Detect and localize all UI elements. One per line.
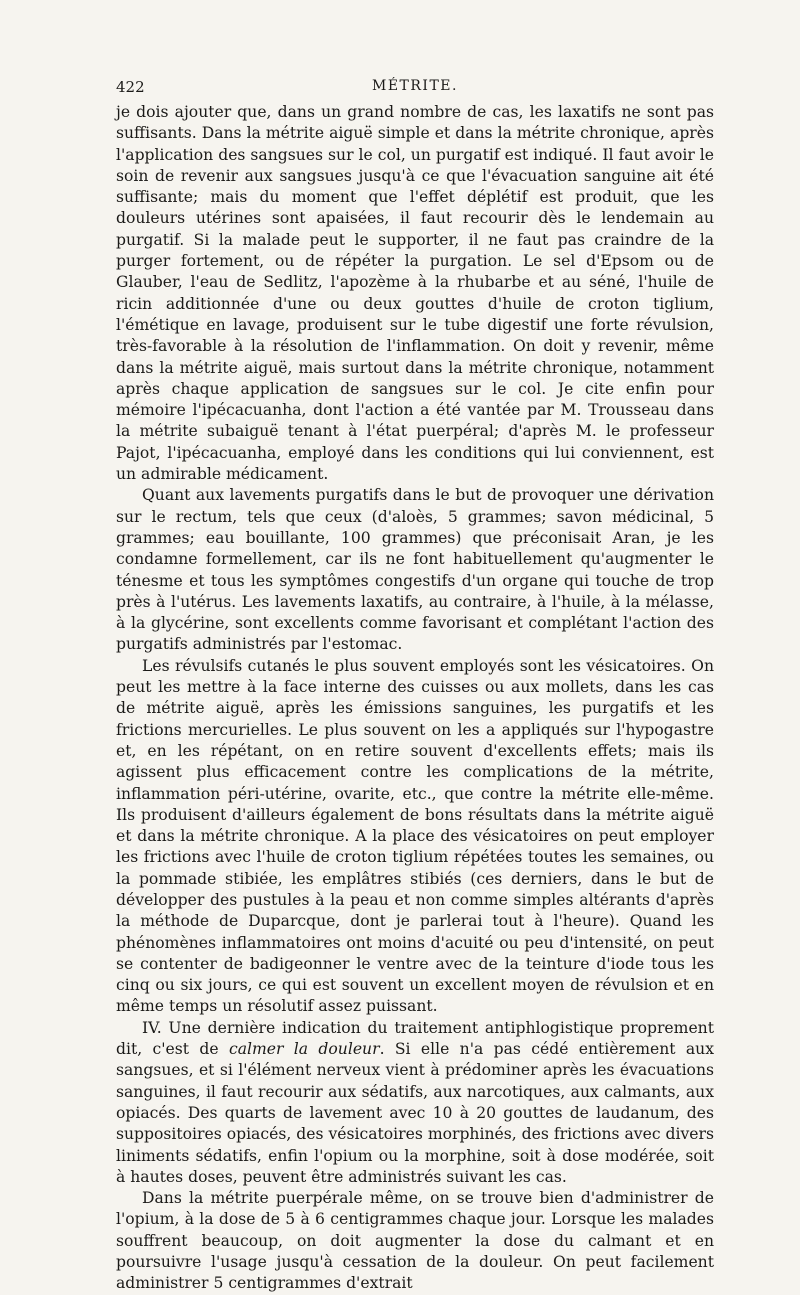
paragraph-4: [116, 1018, 714, 1188]
paragraph-3: [116, 656, 714, 1018]
paragraph-text: Les révulsifs cutanés le plus souvent employés sont les vésicatoires. On peut les mettre à la face interne des cuisses ou aux mollets, dans les cas de métrite aiguë, après les émissions sanguines, les purgatifs et les frictions mercurielles. Le plus souvent on les a appliqués sur l'hypogastre et, en les répétant, on en retire souvent d'excellents effets; mais ils agissent plus efficacement contre les complications de la métrite, inflammation péri-utérine, ovarite, etc., que contre la métrite elle-même. Ils produisent d'ailleurs également de bons résultats dans la métrite aiguë et dans la métrite chronique. A la place des vésicatoires on peut employer les frictions avec l'huile de croton tiglium répétées toutes les semaines, ou la pommade stibiée, les emplâtres stibiés (ces derniers, dans le but de développer des pustules à la peau et non comme simples altérants d'après la méthode de Duparcque, dont je parlerai tout à l'heure). Quand les phénomènes inflammatoires ont moins d'acuité ou peu d'intensité, on peut se contenter de badigeonner le ventre avec de la teinture d'iode tous les cinq ou six jours, ce qui est souvent un excellent moyen de révulsion et en même temps un résolutif assez puissant.: [116, 656, 714, 1016]
paragraph-1: [116, 102, 714, 485]
running-title: MÉTRITE.: [372, 78, 458, 94]
body-text: [116, 102, 714, 1295]
paragraph-text: je dois ajouter que, dans un grand nombre de cas, les laxatifs ne sont pas suffisants. Dans la métrite aiguë simple et dans la métrite chronique, après l'application des sangsues sur le col, un purgatif est indiqué. Il faut avoir le soin de revenir aux sangsues jusqu'à ce que l'évacuation sanguine ait été suffisante; mais du moment que l'effet déplétif est produit, que les douleurs utérines sont apaisées, il faut recourir dès le lendemain au purgatif. Si la malade peut le supporter, il ne faut pas craindre de la purger fortement, ou de répéter la purgation. Le sel d'Epsom ou de Glauber, l'eau de Sedlitz, l'apozème à la rhubarbe et au séné, l'huile de ricin additionnée d'une ou deux gouttes d'huile de croton tiglium, l'émétique en lavage, produisent sur le tube digestif une forte révulsion, très-favorable à la résolution de l'inflammation. On doit y revenir, même dans la métrite aiguë, mais surtout dans la métrite chronique, notamment après chaque application de sangsues sur le col. Je cite enfin pour mémoire l'ipécacuanha, dont l'action a été vantée par M. Trousseau dans la métrite subaiguë tenant à l'état puerpéral; d'après M. le professeur Pajot, l'ipécacuanha, employé dans les conditions qui lui conviennent, est un admirable médicament.: [116, 103, 714, 484]
italic-phrase: calmer la douleur: [228, 1040, 380, 1059]
page-number: 422: [116, 78, 145, 96]
paragraph-text: Dans la métrite puerpérale même, on se trouve bien d'administrer de l'opium, à la dose de 5 à 6 centigrammes chaque jour. Lorsque les malades souffrent beaucoup, on doit augmenter la dose du calmant et en poursuivre l'usage jusqu'à cessation de la douleur. On peut facilement administrer 5 centigrammes d'extrait: [116, 1189, 714, 1293]
paragraph-text: IV. Une dernière indication du traitement antiphlogistique proprement dit, c'est de: [116, 1018, 714, 1059]
paragraph-2: [116, 485, 714, 655]
paragraph-5: [116, 1188, 714, 1294]
paragraph-text: . Si elle n'a pas cédé entièrement aux sangsues, et si l'élément nerveux vient à prédominer après les évacuations sanguines, il faut recourir aux sédatifs, aux narcotiques, aux calmants, aux opiacés. Des quarts de lavement avec 10 à 20 gouttes de laudanum, des suppositoires opiacés, des vésicatoires morphinés, des frictions avec divers liniments sédatifs, enfin l'opium ou la morphine, soit à dose modérée, soit à hautes doses, peuvent être administrés suivant les cas.: [116, 1040, 715, 1186]
running-head: [116, 72, 714, 98]
paragraph-text: Quant aux lavements purgatifs dans le but de provoquer une dérivation sur le rectum, tels que ceux (d'aloès, 5 grammes; savon médicinal, 5 grammes; eau bouillante, 100 grammes) que préconisait Aran, je les condamne formellement, car ils ne font habituellement qu'augmenter le ténesme et tous les symptômes congestifs d'un organe qui touche de trop près à l'utérus. Les lavements laxatifs, au contraire, à l'huile, à la mélasse, à la glycérine, sont excellents comme favorisant et complétant l'action des purgatifs administrés par l'estomac.: [116, 486, 714, 654]
